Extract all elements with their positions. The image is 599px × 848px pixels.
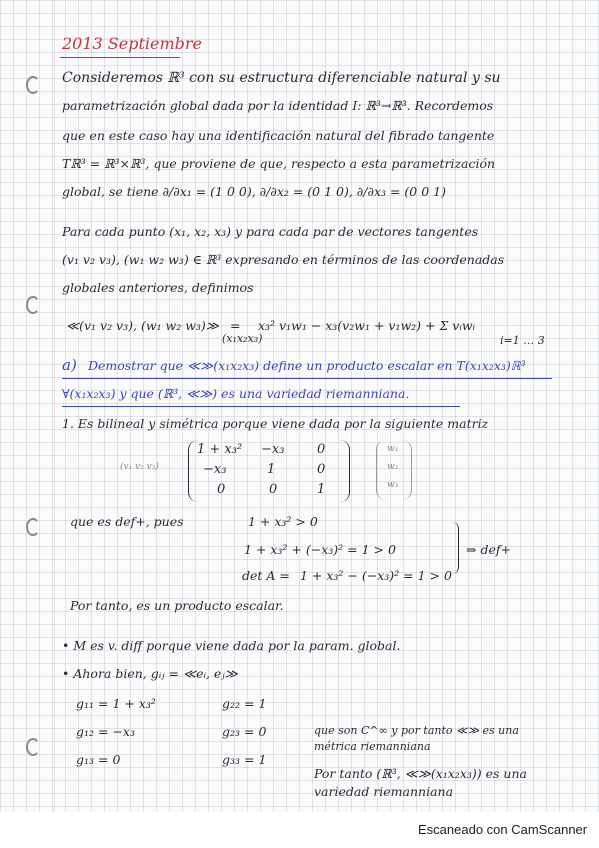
part-a-line-2: ∀(x₁x₂x₃) y que (ℝ³, ≪≫) es una variedad riemanniana. [62,386,410,401]
binder-hole [26,518,40,536]
note-line-2: métrica riemanniana [314,740,431,753]
paragraph2-line-3: globales anteriores, definimos [62,280,254,295]
part-a-label: a) [62,356,77,374]
defpos-condition-3: 1 + x₃² − (−x₃)² = 1 > 0 [300,568,452,583]
intro-line-1: Consideremos ℝ³ con su estructura diferenciable natural y su [62,70,501,86]
binder-hole [26,738,40,756]
matrix-cell: −x₃ [261,442,285,457]
metric-g23: g₂₃ = 0 [222,724,267,739]
metric-g13: g₁₃ = 0 [76,752,121,767]
binder-hole [26,76,40,94]
defpos-det-label: det A = [242,568,290,583]
final-line-1: Por tanto (ℝ³, ≪≫(x₁x₂x₃)) es una [314,766,527,781]
matrix-cell: 0 [317,442,326,457]
defpos-lead: que es def+, pues [70,514,184,529]
scanner-watermark: Escaneado con CamScanner [418,822,588,837]
note-line-1: que son C^∞ y por tanto ≪≫ es una [314,724,519,737]
step-1: 1. Es bilineal y simétrica porque viene dada por la siguiente matriz [62,416,489,431]
defpos-conclusion: ⇒ def+ [466,542,511,557]
margin-line [54,0,55,812]
bullet-1: • M es v. diff porque viene dada por la param. global. [62,638,401,653]
vector-entry: w₂ [387,462,399,472]
column-vector [376,440,412,500]
formula-lhs-subscript: (x₁x₂x₃) [222,332,263,345]
intro-line-3: que en este caso hay una identificación natural del fibrado tangente [62,128,495,143]
defpos-condition-2: 1 + x₃² + (−x₃)² = 1 > 0 [244,542,396,557]
por-tanto-line: Por tanto, es un producto escalar. [70,598,284,613]
part-a-underline-2 [62,406,460,407]
part-a-line-1: Demostrar que ≪≫(x₁x₂x₃) define un producto escalar en T(x₁x₂x₃)ℝ³ [88,358,526,373]
matrix-cell: 0 [269,482,278,497]
brace [452,522,459,574]
vector-entry: w₁ [387,444,399,454]
intro-line-5: global, se tiene ∂/∂x₁ = (1 0 0), ∂/∂x₂ = (0 1 0), ∂/∂x₃ = (0 0 1) [62,184,446,199]
final-line-2: variedad riemanniana [314,784,454,799]
metric-g22: g₂₂ = 1 [222,696,267,711]
part-a-underline [62,378,552,379]
binder-hole [26,296,40,314]
formula-rhs: x₃² v₁w₁ − x₃(v₂w₁ + v₁w₂) + Σ vᵢwᵢ [258,318,476,333]
defpos-condition-1: 1 + x₃² > 0 [248,514,318,529]
matrix-cell: 0 [217,482,226,497]
metric-g33: g₃₃ = 1 [222,752,267,767]
paragraph2-line-2: (v₁ v₂ v₃), (w₁ w₂ w₃) ∈ ℝ³ expresando en términos de las coordenadas [62,252,505,267]
intro-line-2: parametrización global dada por la identidad I: ℝ³→ℝ³. Recordemos [62,98,494,113]
formula-sum-limits: i=1 … 3 [500,334,545,347]
matrix-cell: −x₃ [203,462,227,477]
vector-entry: w₃ [387,480,399,490]
formula-lhs: ≪(v₁ v₂ v₃), (w₁ w₂ w₃)≫ [66,318,219,333]
bullet-2: • Ahora bien, gᵢⱼ = ≪eᵢ, eⱼ≫ [62,666,238,681]
faint-row-vector: (v₁ v₂ v₃) [120,462,159,472]
matrix-cell: 1 + x₃² [197,442,243,457]
matrix-cell: 0 [317,462,326,477]
metric-g12: g₁₂ = −x₃ [76,724,135,739]
matrix-cell: 1 [317,482,326,497]
matrix-A [188,440,350,502]
intro-line-4: Tℝ³ = ℝ³×ℝ³, que proviene de que, respecto a esta parametrización [62,156,496,171]
title-underline [60,57,180,58]
metric-g11: g₁₁ = 1 + x₃² [76,696,156,711]
paragraph2-line-1: Para cada punto (x₁, x₂, x₃) y para cada par de vectores tangentes [62,224,479,239]
formula-equals: = [230,318,241,333]
page-title: 2013 Septiembre [62,34,203,53]
matrix-cell: 1 [267,462,276,477]
